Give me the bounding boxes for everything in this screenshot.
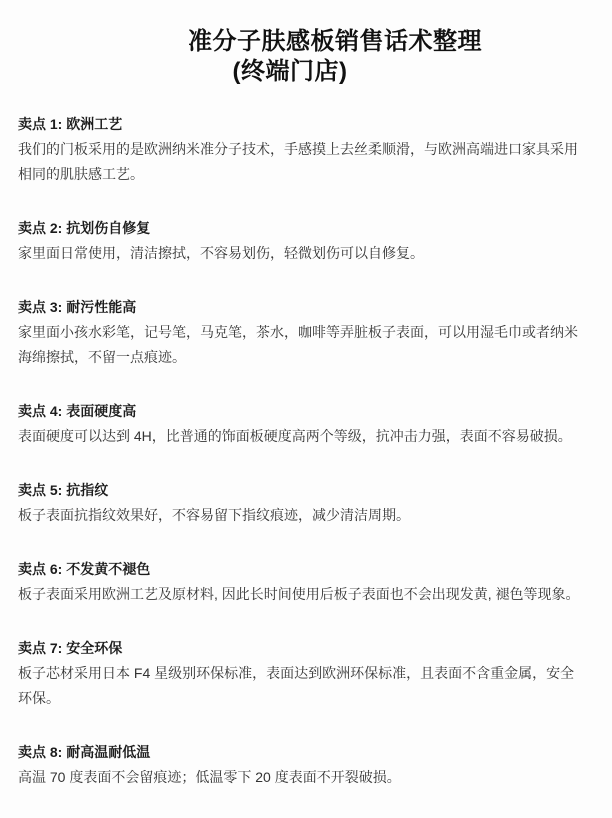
section-heading: 卖点 1: 欧洲工艺 [18,116,123,132]
section-heading: 卖点 4: 表面硬度高 [18,403,137,419]
section-heading: 卖点 2: 抗划伤自修复 [18,220,151,236]
section-body: 表面硬度可以达到 4H，比普通的饰面板硬度高两个等级，抗冲击力强，表面不容易破损。 [18,428,572,444]
section-heading: 卖点 6: 不发黄不褪色 [18,561,151,577]
section-body: 板子芯材采用日本 F4 星级别环保标准，表面达到欧洲环保标准，且表面不含重金属，安全环保。 [18,665,575,706]
section-body: 家里面小孩水彩笔，记号笔，马克笔，茶水，咖啡等弄脏板子表面，可以用湿毛巾或者纳米海绵擦拭，不留一点痕迹。 [18,324,578,365]
section-selling-point-6 [18,557,586,607]
section-body: 我们的门板采用的是欧洲纳米准分子技术，手感摸上去丝柔顺滑，与欧洲高端进口家具采用相同的肌肤感工艺。 [18,141,578,182]
document-title [18,27,586,87]
section-body: 家里面日常使用，清洁擦拭，不容易划伤，轻微划伤可以自修复。 [18,245,424,261]
section-selling-point-7 [18,636,586,711]
section-selling-point-4 [18,399,586,449]
section-selling-point-5 [18,478,586,528]
section-heading: 卖点 3: 耐污性能高 [18,299,137,315]
title-line-1: 准分子肤感板销售话术整理 [188,28,482,55]
section-body: 板子表面抗指纹效果好，不容易留下指纹痕迹，减少清洁周期。 [18,507,410,523]
section-heading: 卖点 5: 抗指纹 [18,482,109,498]
section-selling-point-1 [18,112,586,187]
section-body: 板子表面采用欧洲工艺及原材料, 因此长时间使用后板子表面也不会出现发黄, 褪色等现象。 [18,586,580,602]
title-line-2: (终端门店) [232,58,348,85]
section-heading: 卖点 7: 安全环保 [18,640,123,656]
section-heading: 卖点 8: 耐高温耐低温 [18,744,151,760]
section-body: 高温 70 度表面不会留痕迹；低温零下 20 度表面不开裂破损。 [18,769,401,785]
section-selling-point-2 [18,216,586,266]
section-selling-point-8 [18,740,586,790]
section-selling-point-3 [18,295,586,370]
